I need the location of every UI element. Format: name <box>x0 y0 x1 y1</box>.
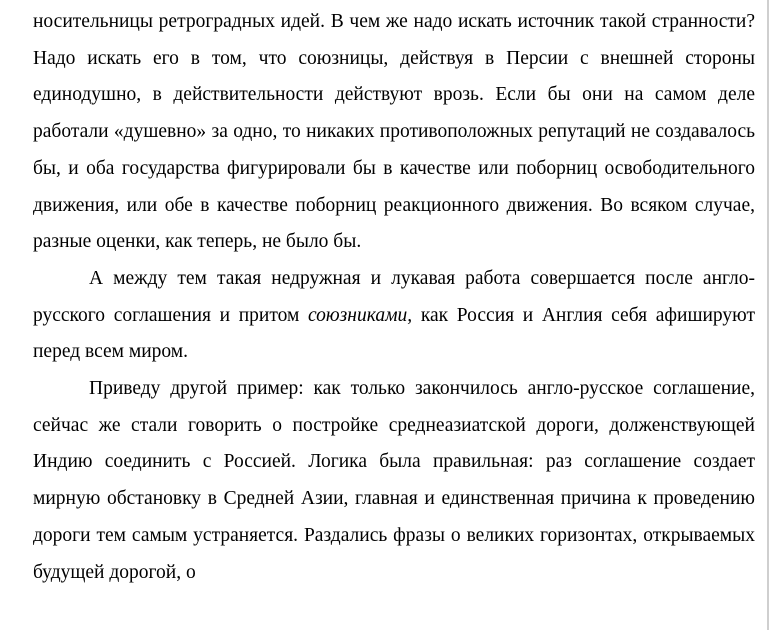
paragraph-1 <box>33 4 755 261</box>
document-body <box>33 4 755 591</box>
paragraph-1-text: носительницы ретроградных идей. В чем же надо искать источник такой странности? Надо искать его в том, что союзницы, действуя в Персии с внешней стороны единодушно, в действительности действуют врозь. Если бы они на самом деле работали «душевно» за одно, то никаких противоположных репутаций не создавалось бы, и оба государства фигурировали бы в качестве или поборниц освободительного движения, или обе в качестве поборниц реакционного движения. Во всяком случае, разные оценки, как теперь, не было бы. <box>33 11 755 253</box>
paragraph-3 <box>33 371 755 591</box>
paragraph-3-text: Приведу другой пример: как только закончилось англо-русское соглашение, сейчас же стали говорить о постройке среднеазиатской дороги, долженствующей Индию соединить с Россией. Логика была правильная: раз соглашение создает мирную обстановку в Средней Азии, главная и единственная причина к проведению дороги тем самым устраняется. Раздались фразы о великих горизонтах, открываемых будущей дорогой, о <box>33 378 755 583</box>
paragraph-2 <box>33 261 755 371</box>
paragraph-2-italic-word: союзниками, <box>308 304 413 326</box>
paragraph-2-text-end: как Россия и Англия себя афишируют перед всем миром. <box>33 304 756 363</box>
paragraph-2-text-start: А между тем такая недружная и лукавая работа совершается после англо-русского соглашения и притом <box>33 267 755 326</box>
